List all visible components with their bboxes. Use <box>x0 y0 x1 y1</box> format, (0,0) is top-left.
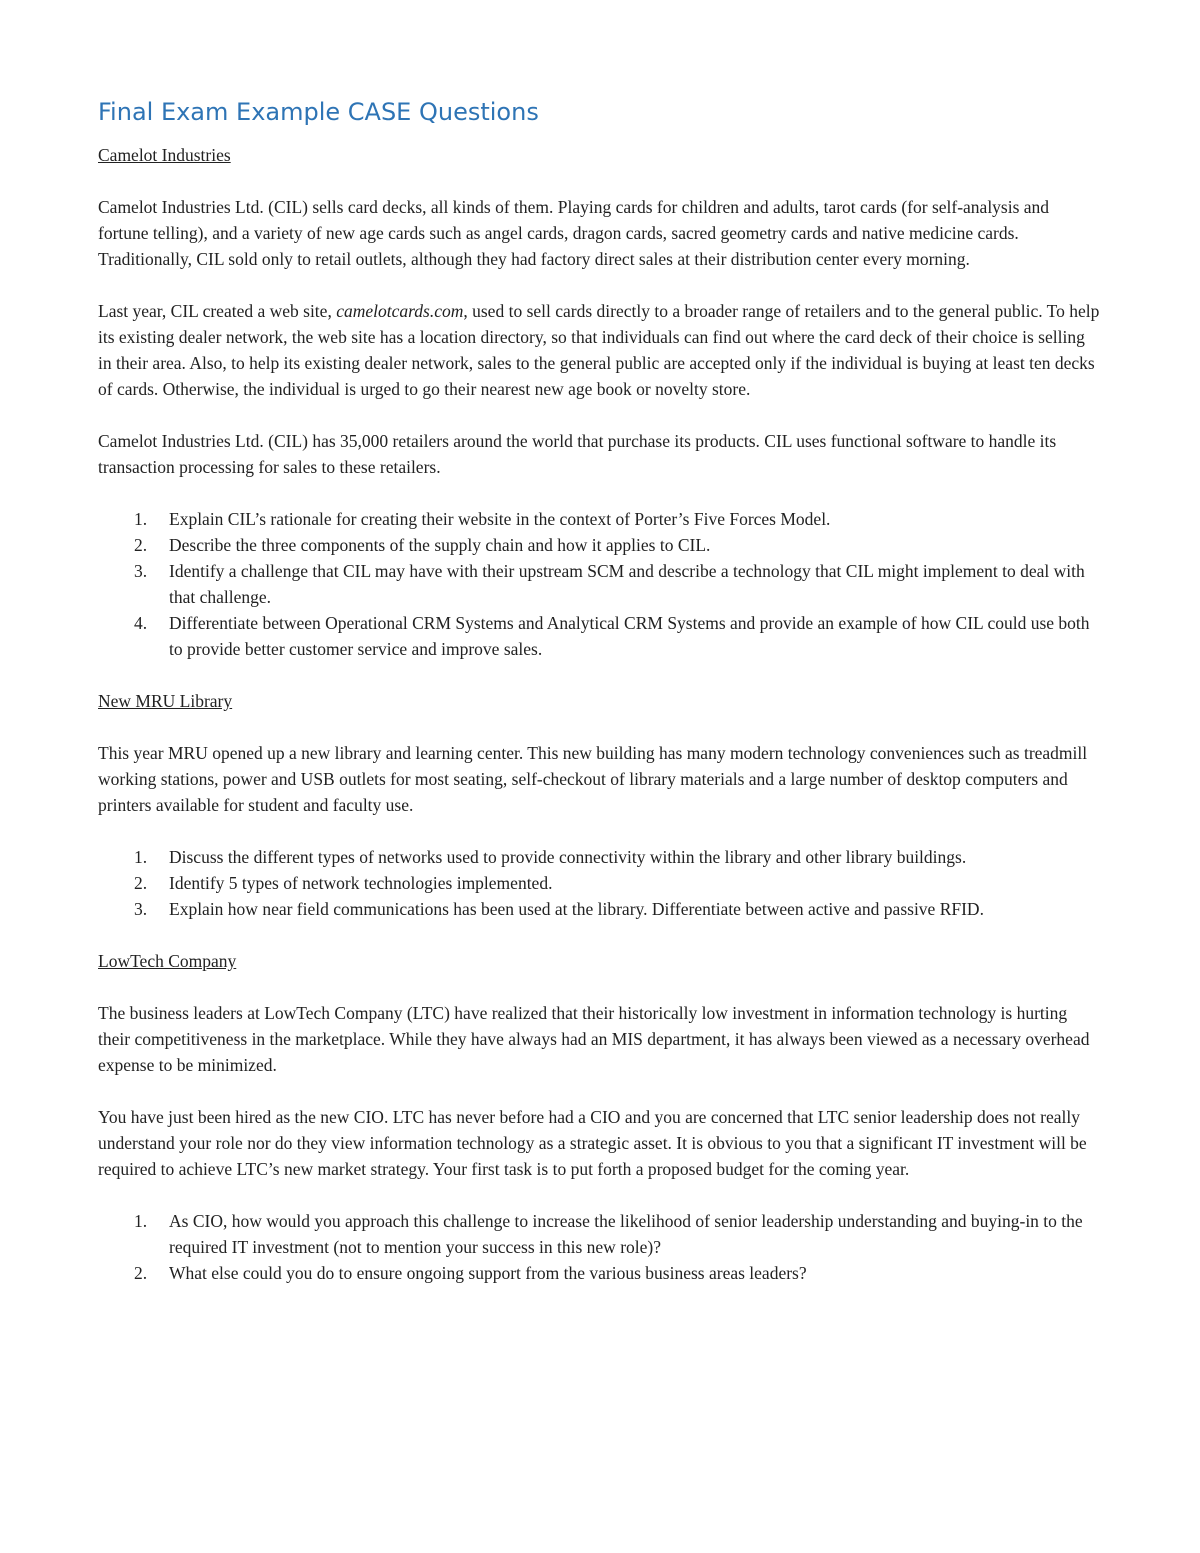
question-list <box>98 1208 1102 1286</box>
question-text: Differentiate between Operational CRM Systems and Analytical CRM Systems and provide an example of how CIL could use both to provide better customer service and improve sales. <box>169 613 1090 659</box>
paragraph-text: Camelot Industries Ltd. (CIL) sells card decks, all kinds of them. Playing cards for children and adults, tarot cards (for self-analysis and fortune telling), and a variety of new age cards such as angel cards, dragon cards, sacred geometry cards and native medicine cards. Traditionally, CIL sold only to retail outlets, although they had factory direct sales at their distribution center every morning. <box>98 197 1050 269</box>
question-number: 2. <box>134 1263 148 1283</box>
paragraph-text: You have just been hired as the new CIO. LTC has never before had a CIO and you are concerned that LTC senior leadership does not really understand your role nor do they view information technology as a strategic asset. It is obvious to you that a significant IT investment will be required to achieve LTC’s new market strategy. Your first task is to put forth a proposed budget for the coming year. <box>98 1107 1087 1179</box>
section-heading: Camelot Industries <box>98 145 231 165</box>
paragraph-text: , used to sell cards directly to a broader range of retailers and to the general public. To help its existing dealer network, the web site has a location directory, so that individuals can find out where the card deck of their choice is selling in their area. Also, to help its existing dealer network, sales to the general public are accepted only if the individual is buying at least ten decks of cards. Otherwise, the individual is urged to go their nearest new age book or novelty store. <box>98 301 1100 399</box>
question-item <box>98 896 1102 922</box>
question-text: Explain CIL’s rationale for creating their website in the context of Porter’s Five Forces Model. <box>169 509 831 529</box>
question-number: 1. <box>134 847 148 867</box>
case-section-camelot <box>98 142 1102 662</box>
document-title: Final Exam Example CASE Questions <box>98 98 539 126</box>
question-text: Discuss the different types of networks used to provide connectivity within the library and other library buildings. <box>169 847 967 867</box>
question-number: 3. <box>134 899 148 919</box>
paragraph-text: Camelot Industries Ltd. (CIL) has 35,000 retailers around the world that purchase its products. CIL uses functional software to handle its transaction processing for sales to these retailers. <box>98 431 1057 477</box>
document-page <box>98 92 1102 1312</box>
case-paragraph <box>98 1000 1102 1078</box>
question-item <box>98 506 1102 532</box>
question-text: Explain how near field communications has been used at the library. Differentiate between active and passive RFID. <box>169 899 984 919</box>
section-heading: LowTech Company <box>98 951 237 971</box>
question-item <box>98 844 1102 870</box>
case-paragraph <box>98 740 1102 818</box>
question-number: 1. <box>134 1211 148 1231</box>
question-number: 2. <box>134 535 148 555</box>
website-name: camelotcards.com <box>336 301 464 321</box>
question-item <box>98 1208 1102 1260</box>
question-text: Identify a challenge that CIL may have with their upstream SCM and describe a technology that CIL might implement to deal with that challenge. <box>169 561 1085 607</box>
case-paragraph <box>98 1104 1102 1182</box>
case-paragraph <box>98 194 1102 272</box>
question-number: 1. <box>134 509 148 529</box>
question-item <box>98 610 1102 662</box>
question-number: 2. <box>134 873 148 893</box>
question-item <box>98 1260 1102 1286</box>
question-list <box>98 506 1102 662</box>
question-number: 4. <box>134 613 148 633</box>
question-text: What else could you do to ensure ongoing support from the various business areas leaders? <box>169 1263 807 1283</box>
question-text: Describe the three components of the supply chain and how it applies to CIL. <box>169 535 711 555</box>
case-section-lowtech <box>98 948 1102 1286</box>
question-item <box>98 870 1102 896</box>
question-text: Identify 5 types of network technologies implemented. <box>169 873 553 893</box>
case-paragraph <box>98 428 1102 480</box>
question-item <box>98 532 1102 558</box>
question-item <box>98 558 1102 610</box>
question-text: As CIO, how would you approach this challenge to increase the likelihood of senior leadership understanding and buying-in to the required IT investment (not to mention your success in this new role)? <box>169 1211 1083 1257</box>
case-section-mru-library <box>98 688 1102 922</box>
paragraph-text: This year MRU opened up a new library and learning center. This new building has many modern technology conveniences such as treadmill working stations, power and USB outlets for most seating, self-checkout of library materials and a large number of desktop computers and printers available for student and faculty use. <box>98 743 1088 815</box>
paragraph-text: The business leaders at LowTech Company (LTC) have realized that their historically low investment in information technology is hurting their competitiveness in the marketplace. While they have always had an MIS department, it has always been viewed as a necessary overhead expense to be minimized. <box>98 1003 1090 1075</box>
question-number: 3. <box>134 561 148 581</box>
section-heading: New MRU Library <box>98 691 233 711</box>
paragraph-text: Last year, CIL created a web site, <box>98 301 337 321</box>
question-list <box>98 844 1102 922</box>
case-paragraph <box>98 298 1102 402</box>
